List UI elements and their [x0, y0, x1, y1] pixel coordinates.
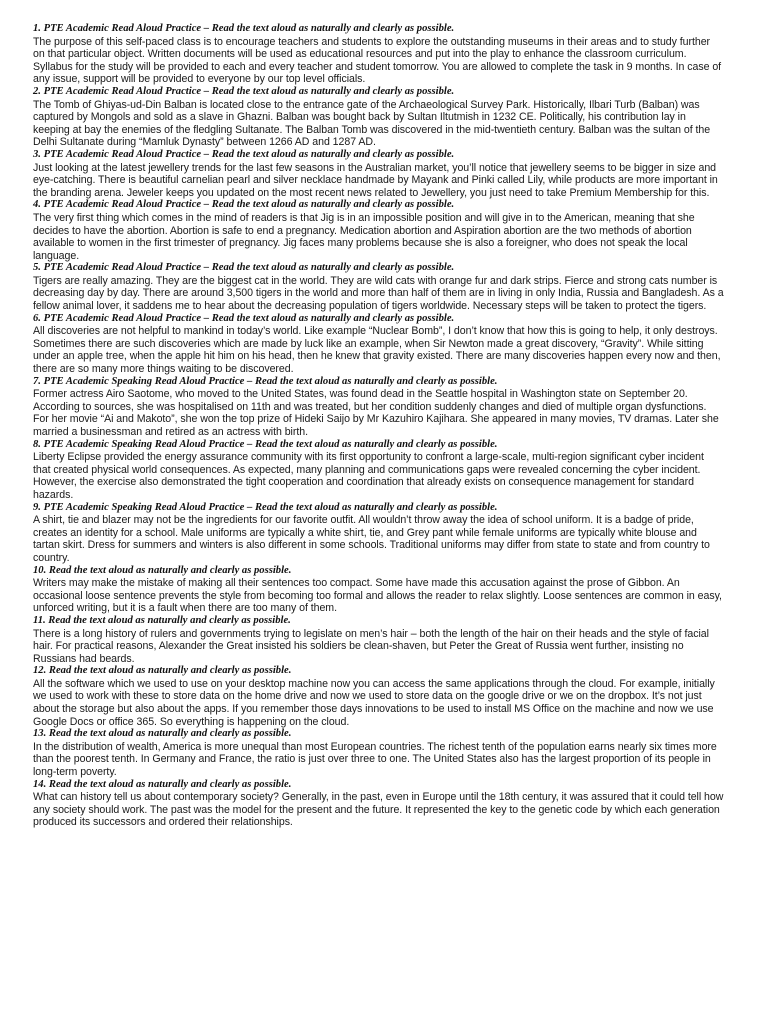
item-heading: 14. Read the text aloud as naturally and clearly as possible.: [33, 778, 292, 790]
item-heading: 10. Read the text aloud as naturally and clearly as possible.: [33, 564, 292, 576]
practice-item-13: [33, 728, 724, 778]
item-body: The purpose of this self-paced class is to encourage teachers and students to explore the outstanding museums in their areas and to study further on that particular object. Written documents will be used as educational resources and put into the play to enhance the classroom curriculum. Syllabus for the study will be provided to each and every teacher and student tomorrow. You are allowed to complete the task in 9 months. In case of any issue, support will be provided to everyone by our top level officials.: [33, 35, 722, 86]
item-heading: 6. PTE Academic Read Aloud Practice – Read the text aloud as naturally and clearly as possible.: [33, 312, 455, 324]
item-body: What can history tell us about contemporary society? Generally, in the past, even in Europe until the 18th century, it was assured that it could tell how any society should work. The past was the model for the present and the future. It represented the key to the genetic code by which each generation produced its successors and ordered their relationships.: [33, 791, 724, 829]
item-body: The very first thing which comes in the mind of readers is that Jig is in an impossible position and will give in to the American, meaning that she decides to have the abortion. Abortion is safe to end a pregnancy. Medication abortion and Aspiration abortion are the two methods of abortion available to women in the first trimester of pregnancy. Jig faces many problems because she is also a foreigner, who does not speak the local language.: [33, 211, 695, 262]
practice-item-8: [33, 439, 724, 502]
practice-item-2: [33, 86, 724, 149]
item-body: Tigers are really amazing. They are the biggest cat in the world. They are wild cats with orange fur and dark strips. Fierce and strong cats number is decreasing day by day. There are around 3,500 tigers in the world and more than half of them are in living in only India, Russia and Bangladesh. As a fellow animal lover, it saddens me to hear about the decreasing population of tigers worldwide. Necessary steps will be taken to protect the tigers.: [33, 274, 724, 313]
item-heading: 8. PTE Academic Speaking Read Aloud Practice – Read the text aloud as naturally and clearly as possible.: [33, 438, 498, 450]
item-body: Liberty Eclipse provided the energy assurance community with its first opportunity to confront a large-scale, multi-region significant cyber incident that created physical world consequences. As expected, many planning and communications gaps were revealed concerning the cyber incident. However, the exercise also demonstrated the tight cooperation and coordination that already exists on consequence management for standard hazards.: [33, 451, 704, 501]
item-heading: 11. Read the text aloud as naturally and clearly as possible.: [33, 614, 291, 626]
practice-item-7: [33, 376, 724, 439]
document-page: [33, 23, 724, 829]
practice-item-5: [33, 262, 724, 312]
item-heading: 7. PTE Academic Speaking Read Aloud Practice – Read the text aloud as naturally and clearly as possible.: [33, 375, 498, 387]
item-heading: 9. PTE Academic Speaking Read Aloud Practice – Read the text aloud as naturally and clearly as possible.: [33, 501, 498, 513]
practice-item-14: [33, 779, 724, 829]
item-heading: 5. PTE Academic Read Aloud Practice – Read the text aloud as naturally and clearly as possible.: [33, 262, 455, 274]
item-body: All the software which we used to use on your desktop machine now you can access the same applications through the cloud. For example, initially we used to work with these to store data on the home drive and now we used to store data on the google drive or we on the dropbox. It’s not just about the storage but also about the apps. If you remember those days innovations to be used to install MS Office on the machine and now we use Google Docs or office 365. So everything is happening on the cloud.: [33, 677, 715, 728]
item-body: Just looking at the latest jewellery trends for the last few seasons in the Australian market, you’ll notice that jewellery seems to be bigger in size and eye-catching. There is beautiful carnelian pearl and silver necklace handmade by Mayank and Pinki called Lily, while products are more important in the branding arena. Jeweler keeps you updated on the most recent news related to Jewellery, you just need to take Premium Membership for this.: [33, 161, 718, 199]
practice-item-4: [33, 199, 724, 262]
item-body: A shirt, tie and blazer may not be the ingredients for our favorite outfit. All wouldn’t throw away the idea of school uniform. It is a badge of pride, creates an identity for a school. Male uniforms are typically a white shirt, tie, and Grey pant while female uniforms are typically white blouse and tartan skirt. Dress for summers and winters is also different in some schools. Traditional uniforms may differ from state to state and from country to country.: [33, 514, 710, 564]
practice-item-1: [33, 23, 724, 86]
item-heading: 3. PTE Academic Read Aloud Practice – Read the text aloud as naturally and clearly as possible.: [33, 148, 455, 160]
item-heading: 4. PTE Academic Read Aloud Practice – Read the text aloud as naturally and clearly as possible.: [33, 199, 455, 211]
practice-item-3: [33, 149, 724, 199]
item-heading: 13. Read the text aloud as naturally and clearly as possible.: [33, 728, 292, 740]
item-body: In the distribution of wealth, America is more unequal than most European countries. The richest tenth of the population earns nearly six times more than the poorest tenth. In Germany and France, the ratio is just over three to one. The United States also has the largest proportion of its people in long-term poverty.: [33, 740, 717, 779]
item-body: There is a long history of rulers and governments trying to legislate on men’s hair – both the length of the hair on their heads and the style of facial hair. For practical reasons, Alexander the Great insisted his soldiers be clean-shaven, but Peter the Great of Russia went further, insisting no Russians had beards.: [33, 627, 709, 665]
practice-item-9: [33, 502, 724, 565]
item-body: Former actress Airo Saotome, who moved to the United States, was found dead in the Seattle hospital in Washington state on September 20. According to sources, she was hospitalised on 11th and was treated, but her condition suddenly changes and died of multiple organ dysfunctions. For her movie “Ai and Makoto”, she won the top prize of Hideki Saijo by Mr Kazuhiro Kajihara. She appeared in many movies, TV dramas. Later she married a businessman and retired as an actress with birth.: [33, 388, 719, 438]
practice-item-12: [33, 665, 724, 728]
practice-item-10: [33, 565, 724, 615]
item-body: The Tomb of Ghiyas-ud-Din Balban is located close to the entrance gate of the Archaeological Survey Park. Historically, Ilbari Turb (Balban) was captured by Mongols and sold as a slave in Ghazni. Balban was bought back by Sultan Iltutmish in 1232 CE. Politically, his contribution lay in keeping at bay the enemies of the fledgling Sultanate. The Balban Tomb was discovered in the mid-twentieth century. Balban was the sultan of the Delhi Sultanate during “Mamluk Dynasty” between 1266 AD and 1287 AD.: [33, 98, 711, 149]
item-heading: 1. PTE Academic Read Aloud Practice – Read the text aloud as naturally and clearly as possible.: [33, 23, 455, 34]
item-body: Writers may make the mistake of making all their sentences too compact. Some have made this accusation against the prose of Gibbon. An occasional loose sentence prevents the style from becoming too formal and allows the reader to relax slightly. Loose sentences are common in easy, unforced writing, but it is a fault when there are too many of them.: [33, 577, 722, 615]
practice-item-11: [33, 615, 724, 665]
item-body: All discoveries are not helpful to mankind in today’s world. Like example “Nuclear Bomb”, I don’t know that how this is going to help, it only destroys. Sometimes there are such discoveries which are made by luck like an example, when Sir Newton made a great discovery, “Gravity”. While sitting under an apple tree, when the apple hit him on his head, then he knew that gravity existed. There are many discoveries happen every now and then, there are so many more things waiting to be discovered.: [33, 325, 721, 376]
item-heading: 2. PTE Academic Read Aloud Practice – Read the text aloud as naturally and clearly as possible.: [33, 85, 455, 97]
item-heading: 12. Read the text aloud as naturally and clearly as possible.: [33, 665, 292, 677]
practice-item-6: [33, 313, 724, 376]
